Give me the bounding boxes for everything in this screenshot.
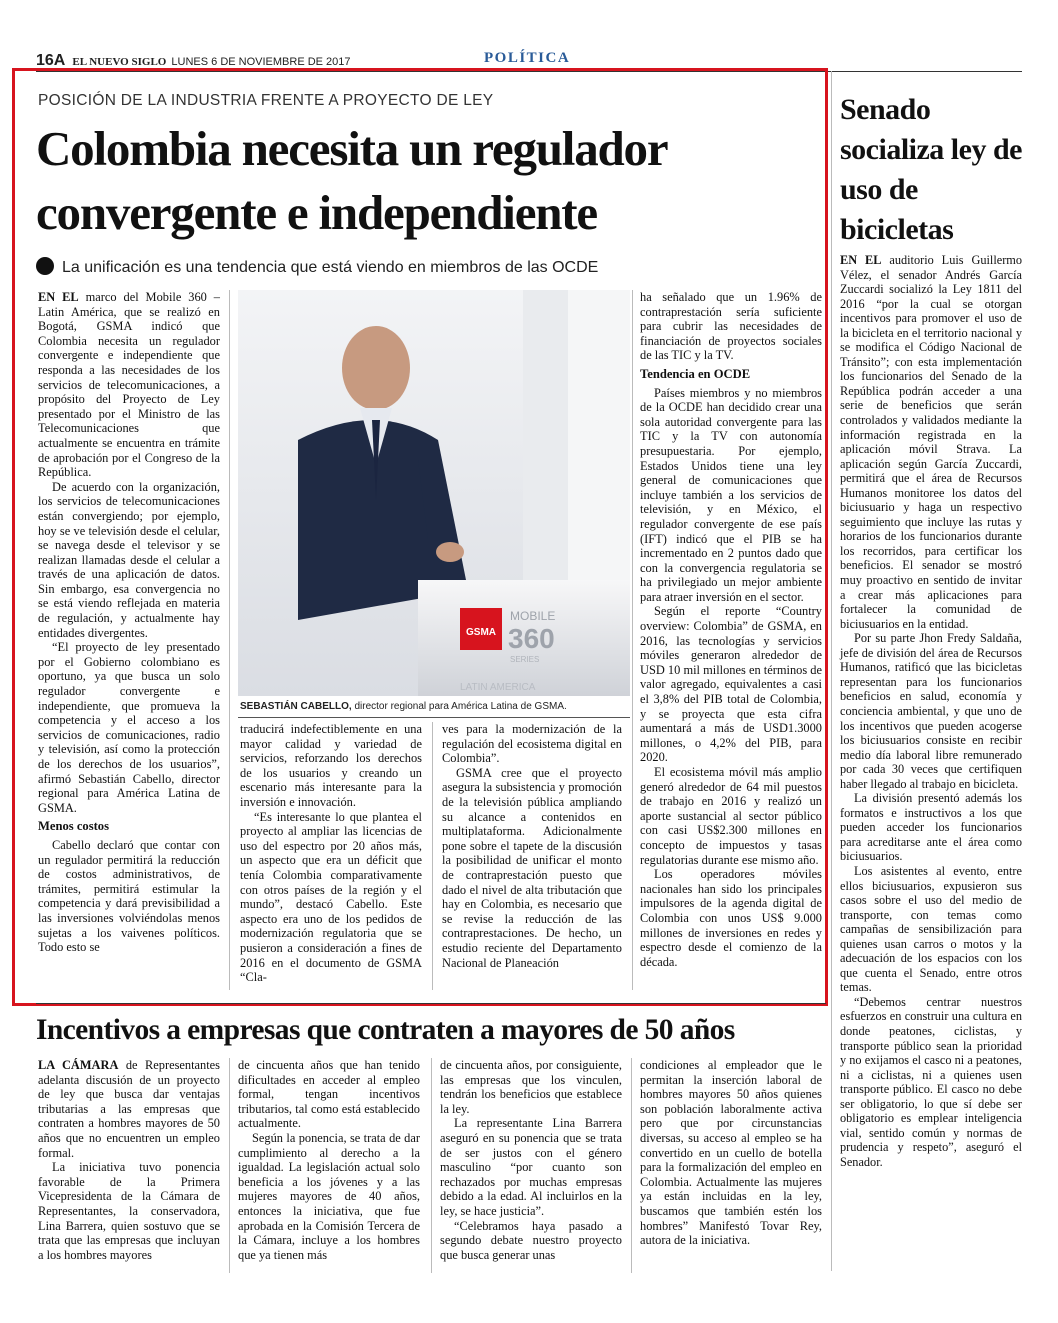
article-kicker: POSICIÓN DE LA INDUSTRIA FRENTE A PROYECTO DE LEY	[38, 92, 494, 109]
bottom-column-3	[440, 1058, 622, 1262]
lead-in: EN EL	[840, 253, 882, 267]
caption-name: SEBASTIÁN CABELLO,	[240, 701, 352, 712]
podium-region: LATIN AMERICA	[460, 682, 536, 693]
subhead: Menos costos	[38, 819, 110, 834]
paragraph: condiciones al empleador que le permitan la inserción laboral de hombres mayores 50 años quienes son población laboralmente activa pero que por circunstancias diversas, su acceso al empleo se ha convertido en un cuello de botella para la formalización del empleo en Colombia. Actualmente las mujeres ya están incluidas en la ley, buscamos que también estén los hombres” Manifestó Tovar Rey, autora de la iniciativa.	[640, 1058, 822, 1248]
section-label: POLÍTICA	[484, 50, 571, 66]
lead-in: EN EL	[38, 290, 79, 304]
paragraph: Según la ponencia, se trata de dar cumplimiento al derecho a la igualdad. La legislación actual solo beneficia a los jóvenes y a las mujeres mayores de 40 años, entonces la iniciativa, que fue aprobada en la Comisión Tercera de la Cámara, incluye a los hombres que ya tienen más	[238, 1130, 420, 1262]
paragraph: ha señalado que un 1.96% de contraprestación sería suficiente para cubrir las necesidades de financiación de proyectos sociales de las TIC y la TV.	[640, 290, 822, 363]
issue-date: LUNES 6 DE NOVIEMBRE DE 2017	[171, 56, 351, 68]
paragraph: La división presentó además los formatos e instructivos a los que pueden acceder los funcionarios para acreditarse ante el área como biciusuarios.	[840, 791, 1022, 864]
page-number: 16A	[36, 52, 66, 69]
paragraph: de cincuenta años que han tenido dificultades en acceder al empleo formal, tengan incentivos tributarios, tal como está establecido actualmente.	[238, 1058, 420, 1131]
bottom-column-4	[640, 1058, 822, 1248]
podium-sub: SERIES	[510, 655, 540, 664]
side-headline: Senado socializa ley de uso de bicicletas	[840, 93, 1022, 246]
paragraph: Cabello declaró que contar con un regulador permitirá la reducción de costos administrativos, de trámites, permitirá estimular la competencia y dará previsibilidad a las inversiones volviéndolas menos sujetas a los vaivenes políticos. Todo esto se	[38, 837, 220, 955]
paragraph: De acuerdo con la organización, los servicios de telecomunicaciones están convergiendo; por ejemplo, hoy se ve televisión desde el celular, se navega desde el televisor y se realizan llamadas desde el celular a través de una aplicación de datos. Sin embargo, esa convergencia no se está viendo reflejada en materia de regulación, y actualmente hay entidades divergentes.	[38, 479, 220, 640]
bottom-column-1	[38, 1058, 220, 1262]
side-article-body	[840, 253, 1022, 1169]
highlight-frame	[12, 68, 828, 1006]
paragraph: ves para la modernización de la regulación del ecosistema digital en Colombia”.	[442, 722, 622, 766]
paragraph: Los asistentes al evento, entre ellos biciusuarios, expusieron sus casos sobre el uso del medio de transporte, con temas como campañas de sensibilización para quienes usan carros o motos y la adecuación de los espacios con los que cuenta el Senado, entre otros temas.	[840, 863, 1022, 995]
caption-text: director regional para América Latina de GSMA.	[351, 701, 567, 712]
newspaper-name: EL NUEVO SIGLO	[72, 56, 167, 68]
subhead: Tendencia en OCDE	[640, 366, 751, 381]
paragraph: marco del Mobile 360 – Latin América, que se realizó en Bogotá, GSMA indicó que Colombia necesita un regulador convergente e independiente que responda a las necesidades de los servicios de telecomunicaciones, a propósito del Proyecto de Ley presentado por el Ministro de las Telecomunicaciones que actualmente se encuentra en trámite de aprobación por el Congreso de la República.	[38, 290, 220, 480]
paragraph: GSMA cree que el proyecto asegura la subsistencia y promoción de la televisión pública ampliando su alcance a contenidos en multiplataforma. Adicionalmente pone sobre el tapete de la discusión la posibilidad de unificar el monto de contraprestación puesto que dado el nivel de alta tributación que hay en Colombia, es necesario que se revise la reducción de las contraprestaciones. De hecho, un estudio reciente del Departamento Nacional de Planeación	[442, 765, 622, 970]
paragraph: El ecosistema móvil más amplio generó alrededor de 64 mil puestos de trabajo en 2016 y realizó un aporte sustancial al sector público con casi US$2.300 millones en concepto de impuestos y tasas regulatorias durante ese mismo año.	[640, 765, 822, 867]
paragraph: “Es interesante lo que plantea el proyecto al ampliar las licencias de uso del espectro por 20 años más, un aspecto que era un déficit que tenía Colombia comparativamente con otros países de la región y el mundo”, destacó Cabello. Este aspecto era uno de los pedidos de modernización regulatoria que se pusieron a consideración a fines de 2016 en el documento de GSMA “Cla-	[240, 809, 422, 985]
paragraph: La iniciativa tuvo ponencia favorable de la Primera Vicepresidenta de la Cámara de Representantes, la conservadora, Lina Barrera, quien sostuvo que se trata que las empresas que incluyan a los hombres mayores	[38, 1160, 220, 1262]
paragraph: de Representantes adelanta discusión de un proyecto de ley que busca dar ventajas tributarias a las empresas que contraten a hombres mayores de 50 años que no encuentren un empleo formal.	[38, 1058, 220, 1160]
paragraph: La representante Lina Barrera aseguró en su ponencia que se trata de ser justos con el género masculino “por cuanto son rechazados por muchas empresas debido a la edad. Al incluirlos en la ley, se hace justicia”.	[440, 1116, 622, 1218]
side-divider	[831, 71, 832, 1271]
bottom-column-2	[238, 1058, 420, 1262]
column-divider	[431, 1058, 432, 1273]
paragraph: “El proyecto de ley presentado por el Gobierno colombiano es oportuno, ya que busca un solo regulador convergente e independiente, que promueva la competencia y el acceso a los servicios de comunicaciones, radio y televisión, así como la protección de los derechos de los usuarios”, afirmó Sebastián Cabello, director regional para América Latina de GSMA.	[38, 640, 220, 815]
paragraph: traducirá indefectiblemente en una mayor calidad y variedad de servicios, reforzando los derechos de los usuarios y creando un escenario más interesante para la inversión e innovación.	[240, 722, 422, 809]
column-divider	[631, 1058, 632, 1273]
paragraph: “Debemos centrar nuestros esfuerzos en construir una cultura en donde peatones, ciclistas, y transporte público sean la prioridad y no exijamos el casco ni a peatones, ni a ciclistas, ni a quienes usen transporte público. El casco no debe ser obligatorio, lo que sí debe ser obligatorio es emplear inteligencia vial, sentido común y normas de prudencia y respeto”, aseguró el Senador.	[840, 994, 1022, 1169]
paragraph: de cincuenta años, por consiguiente, las empresas que los vinculen, tendrán los beneficios que establece la ley.	[440, 1058, 622, 1116]
paragraph: Los operadores móviles nacionales han sido los principales impulsores de la agenda digital de Colombia con unos US$ 9.000 millones de inversiones en redes y espectro desde el comienzo de la década.	[640, 867, 822, 969]
column-divider	[229, 1058, 230, 1273]
paragraph: “Celebramos haya pasado a segundo debate nuestro proyecto que busca generar unas	[440, 1218, 622, 1262]
bottom-headline: Incentivos a empresas que contraten a mayores de 50 años	[36, 1014, 735, 1046]
podium-title-2: 360	[508, 623, 555, 654]
paragraph: auditorio Luis Guillermo Vélez, el senador Andrés García Zuccardi socializó la Ley 1811 del 2016 “por la cual se otorgan incentivos para promover el uso de la bicicleta en el territorio nacional y se modifica el Código Nacional de Tránsito”; con esta implementación los funcionarios del Senado de la República podrán acceder a una serie de beneficios que serán controlados y validados mediante la información registrada en la aplicación móvil Strava. La aplicación según García Zuccardi, permitirá que el área de Recursos Humanos monitoree los datos del biciusuario y haga un respectivo seguimiento que incluye las rutas y horarios de los funcionarios durante los recorridos, para certificar los beneficios. El senador se mostró muy proactivo en sentido de invitar a crear más aplicaciones para fortalecer la comunidad de biciusuarios en la entidad.	[840, 253, 1023, 631]
paragraph: Países miembros y no miembros de la OCDE han decidido crear una sola autoridad convergente para las TIC y la TV con autonomía presupuestaria. Por ejemplo, Estados Unidos tiene una ley general de comunicaciones que incluye también a los servicios de televisión, y en México, el regulador convergente de ese país (IFT) indicó que el PIB se ha incrementado en 2 puntos dado que con la convergencia regulatoria se ha privilegiado un mejor ambiente para atraer inversión en el sector.	[640, 385, 822, 604]
podium-title-1: MOBILE	[510, 609, 556, 623]
podium-brand: GSMA	[466, 627, 496, 638]
deck-text: La unificación es una tendencia que está viendo en miembros de las OCDE	[62, 259, 599, 276]
paragraph: Según el reporte “Country overview: Colombia” de GSMA, en 2016, las tecnologías y servicios móviles generaron alrededor de USD 10 mil millones en términos de valor agregado, equivalentes a casi el 3,8% del PIB total de Colombia, y se proyecta que esta cifra aumentará a más de USD1.3000 millones, o 4,2% del PIB, para 2020.	[640, 604, 822, 765]
article-headline: Colombia necesita un regulador convergente e independiente	[36, 121, 667, 240]
paragraph: Por su parte Jhon Fredy Saldaña, jefe de división del área de Recursos Humanos, ratificó que las bicicletas representan para los funcionarios beneficios en salud, economía y conciencia ambiental, y que uno de los incentivos que pueden acogerse los biciusuarios consiste en recibir medio día laboral libre remunerado por cada 30 veces que certifiquen haber llegado al trabajo en bicicleta.	[840, 631, 1022, 791]
lead-in: LA CÁMARA	[38, 1058, 119, 1072]
article-separator	[36, 1003, 826, 1004]
